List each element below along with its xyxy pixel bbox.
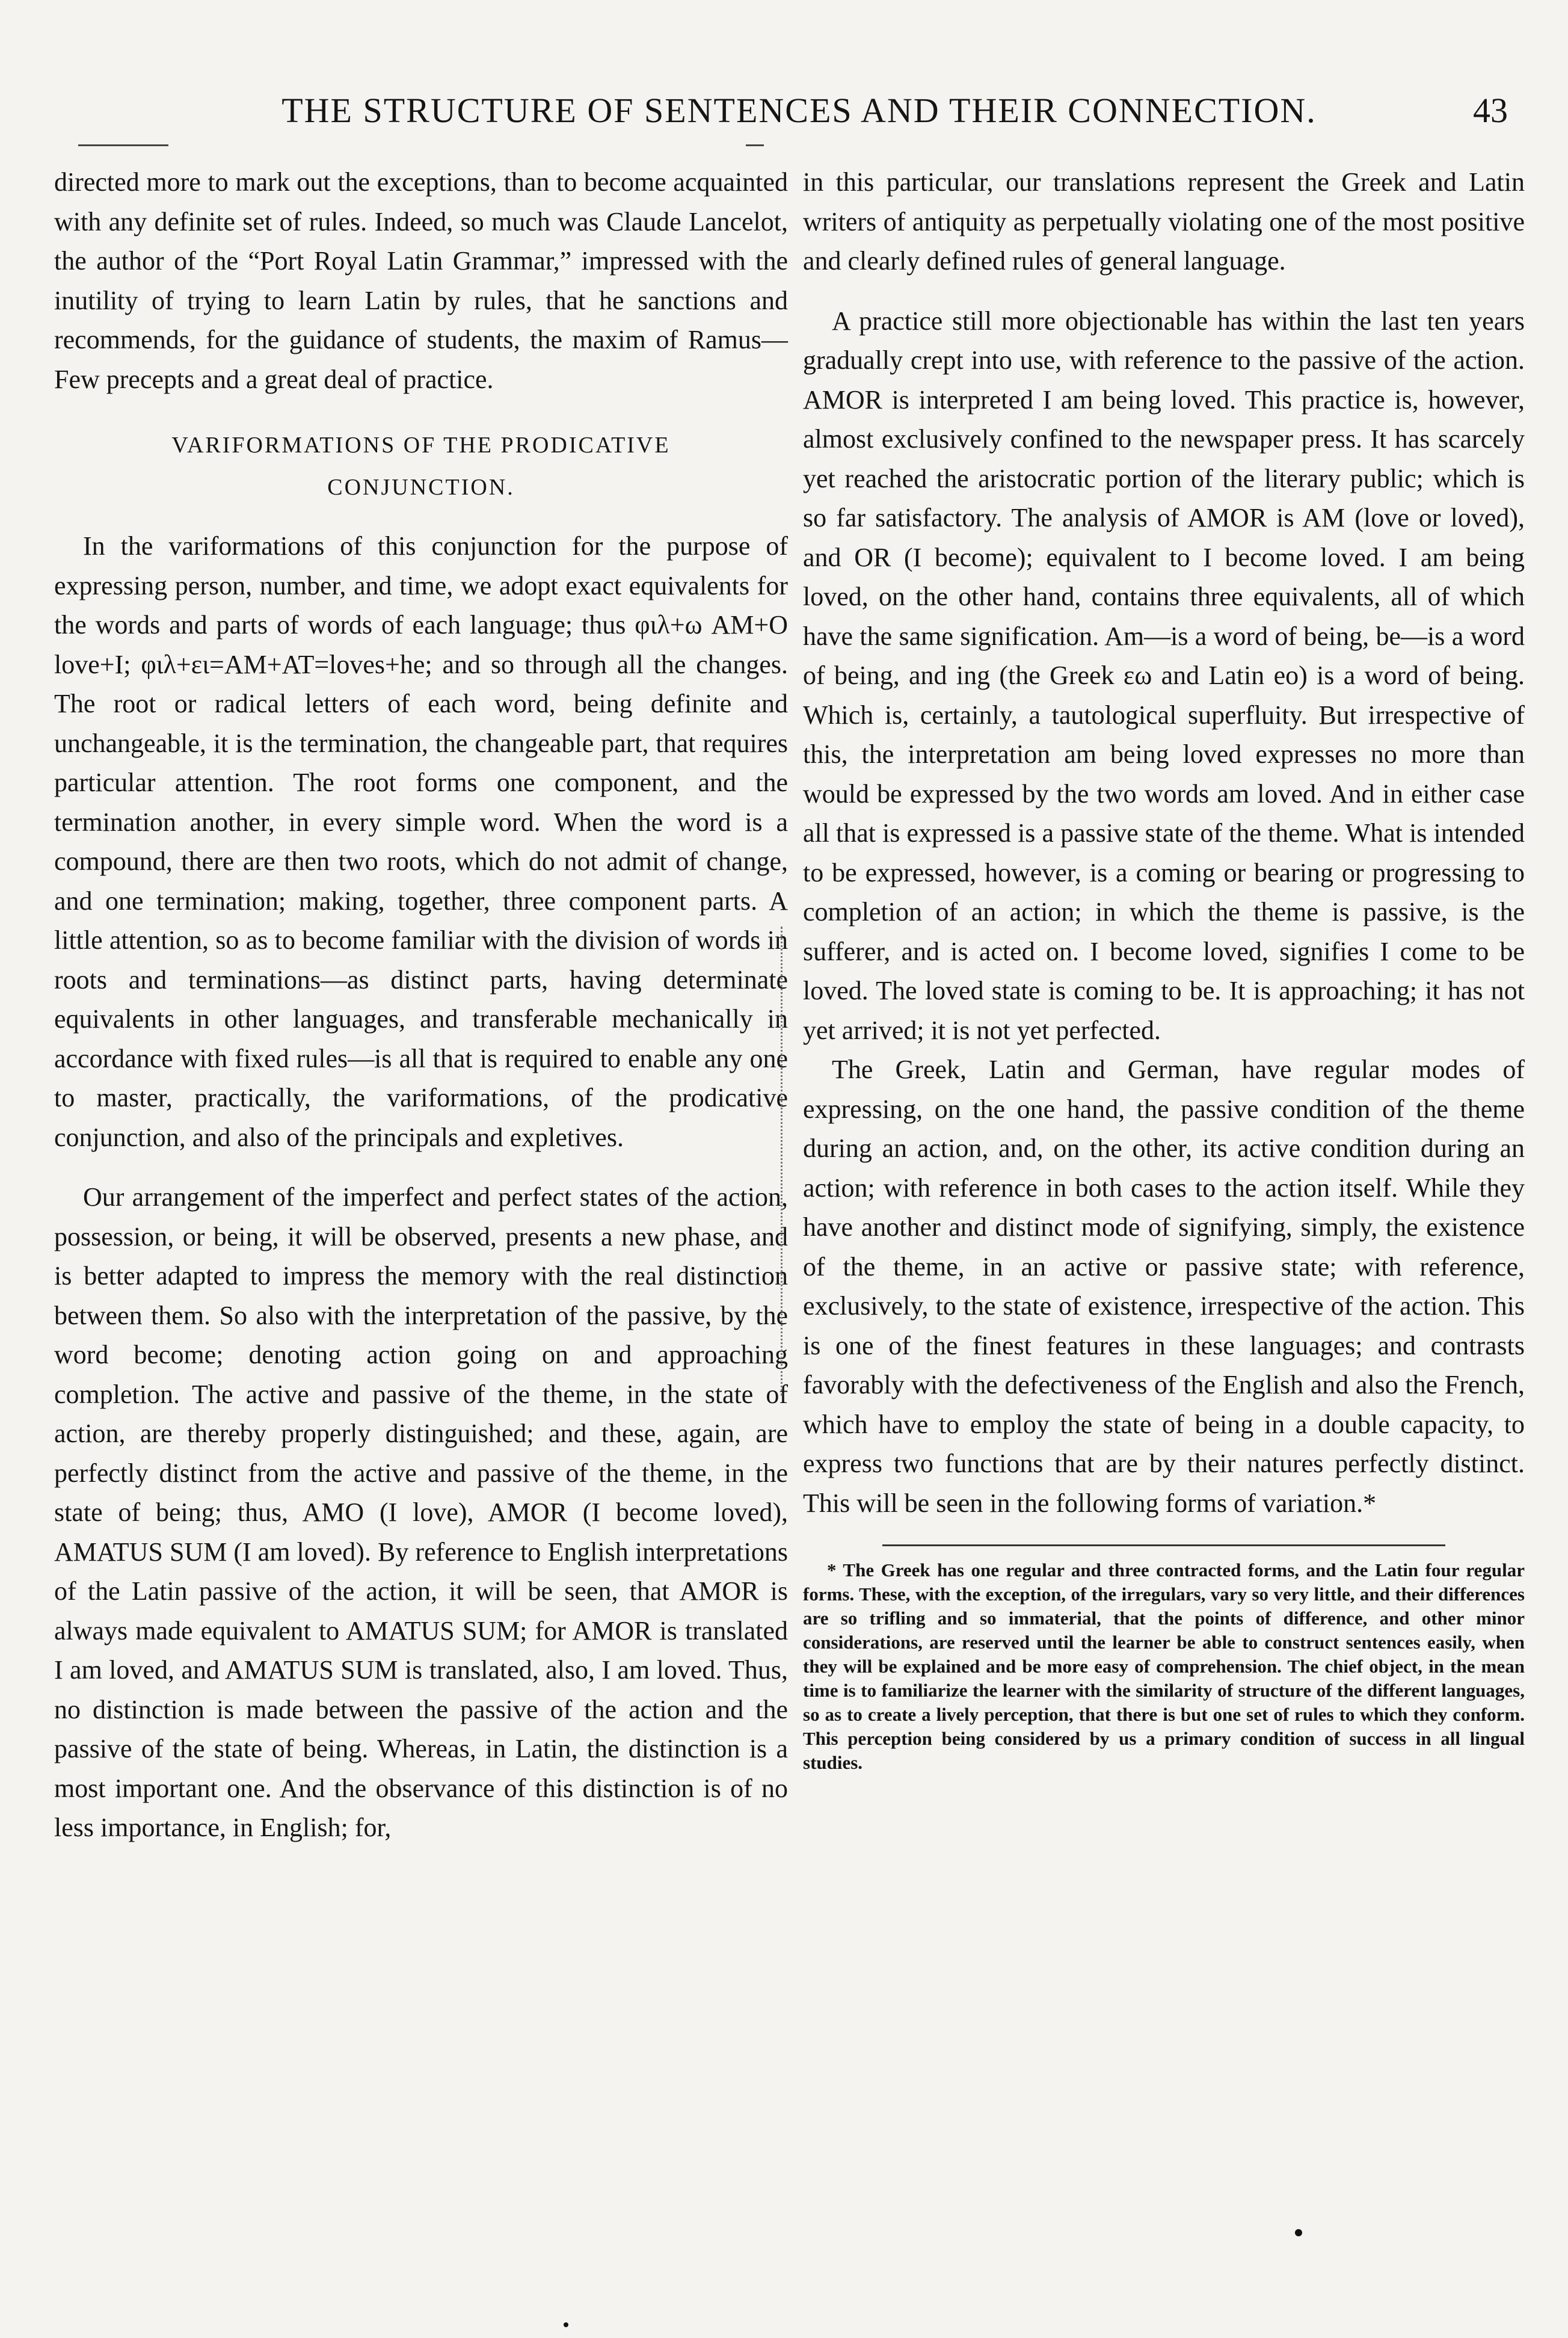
right-paragraph-2: A practice still more objectionable has within the last ten years gradually crept into use, with reference to the passive of the action. AMOR is interpreted I am being loved. This practice is, however, almost exclusively confined to the newspaper press. It has scarcely yet reached the aristocratic portion of the literary public; which is so far satisfactory. The analysis of AMOR is AM (love or loved), and OR (I become); equivalent to I become loved. I am being loved, on the other hand, contains three equivalents, all of which have the same signification. Am—is a word of being, be—is a word of being, and ing (the Greek εω and Latin eo) is a word of being. Which is, certainly, a tautological superfluity. But irrespective of this, the interpretation am being loved expresses no more than would be expressed by the two words am loved. And in either case all that is expressed is a passive state of the theme. What is intended to be expressed, however, is a coming or bearing or progressing to completion of an action; in which the theme is passive, is the sufferer, and is acted on. I become loved, signifies I come to be loved. The loved state is coming to be. It is approaching; it has not yet arrived; it is not yet perfected. bbox=[803, 306, 1525, 1045]
right-paragraph-1: in this particular, our translations represent the Greek and Latin writers of antiquity as perpetually violating one of the most positive and clearly defined rules of general language. bbox=[803, 167, 1525, 276]
printer-dot-mark bbox=[1295, 2229, 1302, 2236]
header-ornament-rule bbox=[78, 144, 168, 146]
header-ornament-mark bbox=[746, 144, 764, 146]
left-column bbox=[54, 162, 788, 1848]
left-paragraph-1: directed more to mark out the exceptions, than to become acquainted with any definite set of rules. Indeed, so much was Claude Lancelot, the author of the “Port Royal Latin Grammar,” impressed with the inutility of trying to learn Latin by rules, that he sanctions and recommends, for the guidance of students, the maxim of Ramus—Few precepts and a great deal of practice. bbox=[54, 167, 788, 394]
right-paragraph-3: The Greek, Latin and German, have regular modes of expressing, on the one hand, the passive condition of the theme during an action, and, on the other, its active condition during an action; with reference in both cases to the action itself. While they have another and distinct mode of signifying, simply, the existence of the theme, in an active or passive state; with reference, exclusively, to the state of existence, irrespective of the action. This is one of the finest features in these languages; and contrasts favorably with the defectiveness of the English and also the French, which have to employ the state of being in a double capacity, to express two functions that are by their natures perfectly distinct. This will be seen in the following forms of variation.* bbox=[803, 1055, 1525, 1518]
footnote-rule bbox=[882, 1544, 1445, 1546]
footnote: * The Greek has one regular and three contracted forms, and the Latin four regular forms. These, with the exception, of the irregulars, vary so very little, and their differences are so trifling and so immaterial, that the points of difference, and other minor considerations, are reserved until the learner be able to construct sentences easily, when they will be explained and be more easy of comprehension. The chief object, in the mean time is to familiarize the learner with the similarity of structure of the different languages, so as to create a lively perception, that there is but one set of rules to which they conform. This perception being considered by us a primary condition of success in all lingual studies. bbox=[803, 1559, 1525, 1773]
running-head bbox=[66, 90, 1532, 138]
page-number: 43 bbox=[1473, 91, 1508, 130]
section-heading: VARIFORMATIONS OF THE PRODICATIVE CONJUNCTION. bbox=[171, 433, 671, 500]
left-paragraph-3: Our arrangement of the imperfect and perfect states of the action, possession, or being, it will be observed, presents a new phase, and is better adapted to impress the memory with the real distinction between them. So also with the interpretation of the passive, by the word become; denoting action going on and approaching completion. The active and passive of the theme, in the state of action, are thereby properly distinguished; and these, again, are perfectly distinct from the active and passive of the theme, in the state of being; thus, AMO (I love), AMOR (I become loved), AMATUS SUM (I am loved). By reference to English interpretations of the Latin passive of the action, it will be seen, that AMOR is always made equivalent to AMATUS SUM; for AMOR is translated I am loved, and AMATUS SUM is translated, also, I am loved. Thus, no distinction is made between the passive of the action and the passive of the state of being. Whereas, in Latin, the distinction is a most important one. And the observance of this distinction is of no less importance, in English; for, bbox=[54, 1182, 788, 1842]
right-column bbox=[803, 162, 1525, 1775]
left-paragraph-2: In the variformations of this conjunction for the purpose of expressing person, number, and time, we adopt exact equivalents for the words and parts of words of each language; thus φιλ+ω AM+O love+I; φιλ+ει=AM+AT=loves+he; and so through all the changes. The root or radical letters of each word, being definite and unchangeable, it is the termination, the changeable part, that requires particular attention. The root forms one component, and the termination another, in every simple word. When the word is a compound, there are then two roots, which do not admit of change, and one termination; making, together, three component parts. A little attention, so as to become familiar with the division of words in roots and terminations—as distinct parts, having determinate equivalents in other languages, and transferable mechanically in accordance with fixed rules—is all that is required to enable any one to master, practically, the variformations, of the prodicative conjunction, and also of the principals and expletives. bbox=[54, 531, 788, 1152]
printer-dot-mark bbox=[564, 2322, 568, 2327]
column-divider bbox=[781, 927, 782, 1396]
page-title: THE STRUCTURE OF SENTENCES AND THEIR CONNECTION. bbox=[281, 91, 1317, 130]
